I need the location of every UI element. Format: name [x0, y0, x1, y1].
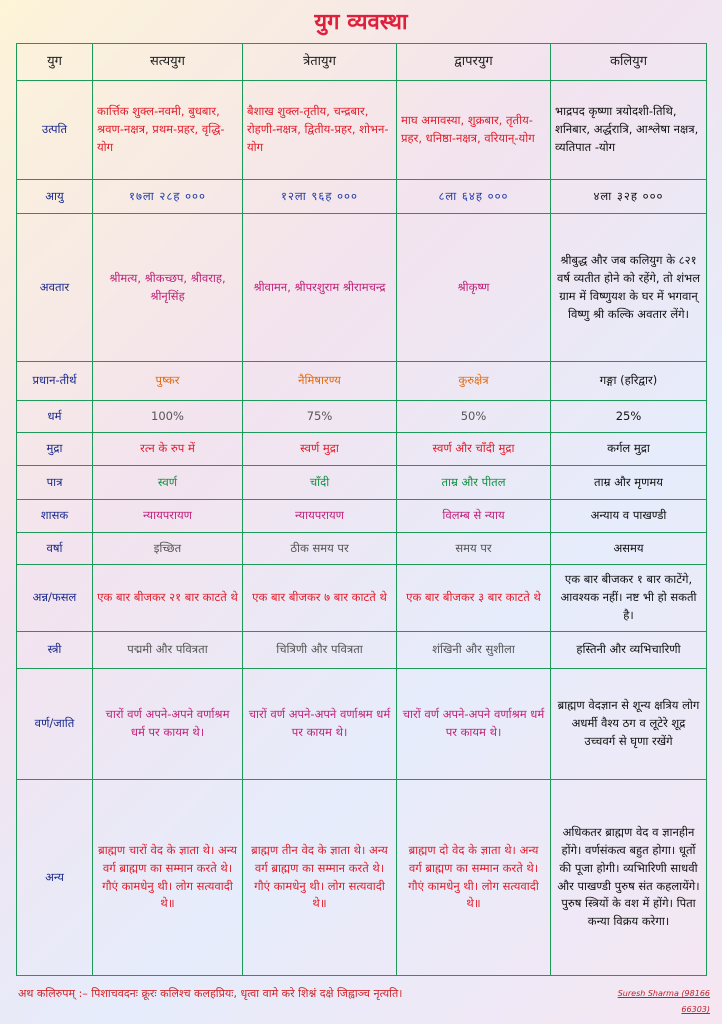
cell-dwapar-fasal: एक बार बीजकर ३ बार काटते थे: [397, 565, 551, 632]
table-row: [17, 532, 707, 564]
cell-treta-varsha: ठीक समय पर: [243, 532, 397, 564]
cell-satya-stri: पद्ममी और पवित्रता: [93, 632, 243, 669]
cell-treta-tirth: नैमिषारण्य: [243, 362, 397, 401]
row-label-dharma: धर्म: [17, 400, 93, 432]
row-label-varna: वर्ण/जाति: [17, 668, 93, 780]
cell-treta-anya: ब्राह्मण तीन वेद के ज्ञाता थे। अन्य वर्ग ब्राह्मण का सम्मान करते थे। गौएं कामधेनु थी। लोग सत्यवादी थे॥: [243, 780, 397, 976]
table-row: [17, 362, 707, 401]
cell-kali-varsha: असमय: [551, 532, 707, 564]
row-label-tirth: प्रधान-तीर्थ: [17, 362, 93, 401]
header-dwaparayuga: द्वापरयुग: [397, 44, 551, 81]
table-row: [17, 400, 707, 432]
header-tretayuga: त्रेतायुग: [243, 44, 397, 81]
cell-satya-dharma: 100%: [93, 400, 243, 432]
cell-kali-patra: ताम्र और मृणमय: [551, 465, 707, 499]
row-label-anya: अन्य: [17, 780, 93, 976]
row-label-varsha: वर्षा: [17, 532, 93, 564]
table-row: [17, 565, 707, 632]
cell-satya-fasal: एक बार बीजकर २१ बार काटते थे: [93, 565, 243, 632]
cell-dwapar-varsha: समय पर: [397, 532, 551, 564]
cell-dwapar-avatar: श्रीकृष्ण: [397, 214, 551, 362]
cell-kali-aayu: ४ला ३२ह ०००: [551, 179, 707, 213]
cell-dwapar-patra: ताम्र और पीतल: [397, 465, 551, 499]
cell-treta-varna: चारों वर्ण अपने-अपने वर्णाश्रम धर्म पर कायम थे।: [243, 668, 397, 780]
row-label-mudra: मुद्रा: [17, 433, 93, 465]
author-credit: Suresh Sharma (98166 66303): [617, 989, 710, 1014]
table-row: [17, 80, 707, 179]
cell-dwapar-aayu: ८ला ६४ह ०००: [397, 179, 551, 213]
cell-treta-dharma: 75%: [243, 400, 397, 432]
cell-satya-shasak: न्यायपरायण: [93, 500, 243, 532]
table-row: [17, 179, 707, 213]
table-row: [17, 500, 707, 532]
header-kaliyuga: कलियुग: [551, 44, 707, 81]
cell-treta-aayu: १२ला ९६ह ०००: [243, 179, 397, 213]
cell-kali-stri: हस्तिनी और व्यभिचारिणी: [551, 632, 707, 669]
cell-kali-shasak: अन्याय व पाखण्डी: [551, 500, 707, 532]
table-row: [17, 433, 707, 465]
cell-dwapar-tirth: कुरुक्षेत्र: [397, 362, 551, 401]
cell-satya-utpatti: कार्त्तिक शुक्ल-नवमी, बुधबार, श्रवण-नक्षत्र, प्रथम-प्रहर, वृद्धि-योग: [93, 80, 243, 179]
cell-treta-avatar: श्रीवामन, श्रीपरशुराम श्रीरामचन्द्र: [243, 214, 397, 362]
cell-kali-mudra: कर्गल मुद्रा: [551, 433, 707, 465]
cell-kali-utpatti: भाद्रपद कृष्णा त्रयोदशी-तिथि, शनिबार, अर्द्धरात्रि, आश्लेषा नक्षत्र, व्यतिपात -योग: [551, 80, 707, 179]
row-label-aayu: आयु: [17, 179, 93, 213]
cell-dwapar-stri: शंखिनी और सुशीला: [397, 632, 551, 669]
cell-dwapar-dharma: 50%: [397, 400, 551, 432]
cell-satya-mudra: रत्न के रुप में: [93, 433, 243, 465]
table-row: [17, 632, 707, 669]
yuga-table: [16, 43, 707, 976]
cell-satya-aayu: १७ला २८ह ०००: [93, 179, 243, 213]
cell-treta-utpatti: बैशाख शुक्ल-तृतीय, चन्द्रबार, रोहणी-नक्षत्र, द्वितीय-प्रहर, शोभन-योग: [243, 80, 397, 179]
row-label-avatar: अवतार: [17, 214, 93, 362]
cell-satya-anya: ब्राह्मण चारों वेद के ज्ञाता थे। अन्य वर्ग ब्राह्मण का सम्मान करते थे। गौएं कामधेनु थी। लोग सत्यवादी थे॥: [93, 780, 243, 976]
cell-dwapar-varna: चारों वर्ण अपने-अपने वर्णाश्रम धर्म पर कायम थे।: [397, 668, 551, 780]
footer-shloka: अथ कलिरुपम् :– पिशाचवदनः क्रूरः कलिश्च कलहप्रियः, धृत्वा वामे करे शिश्नं दक्षे जिह्वाञ्च नृत्यति।: [18, 987, 403, 1000]
cell-kali-tirth: गङ्गा (हरिद्वार): [551, 362, 707, 401]
cell-kali-anya: अधिकतर ब्राह्मण वेद व ज्ञानहीन होंगे। वर्णसंकत्व बहुत होगा। धूर्तो की पूजा होगी। व्यभिारिणी साधवी और पाखण्डी पुरुष संत कहलायेंगे। पुरुष स्त्रियों के वश में होंगे। पिता कन्या विक्रय करेगा।: [551, 780, 707, 976]
cell-dwapar-mudra: स्वर्ण और चाँदी मुद्रा: [397, 433, 551, 465]
table-row: [17, 668, 707, 780]
page-title: युग व्यवस्था: [314, 10, 408, 35]
row-label-shasak: शासक: [17, 500, 93, 532]
cell-satya-tirth: पुष्कर: [93, 362, 243, 401]
table-row: [17, 465, 707, 499]
cell-treta-shasak: न्यायपरायण: [243, 500, 397, 532]
cell-satya-varsha: इच्छित: [93, 532, 243, 564]
cell-kali-avatar: श्रीबुद्ध और जब कलियुग के ८२१ वर्ष व्यतीत होने को रहेंगे, तो शंभल ग्राम में विष्णुयश के घर में भगवान् विष्णु श्री कल्कि अवतार लेंगे।: [551, 214, 707, 362]
cell-kali-varna: ब्राह्मण वेदज्ञान से शून्य क्षत्रिय लोग अधर्मी वैश्य ठग व लूटेरे शूद्र उच्चवर्ग से घृणा रखेंगे: [551, 668, 707, 780]
row-label-stri: स्त्री: [17, 632, 93, 669]
cell-treta-stri: चित्रिणी और पवित्रता: [243, 632, 397, 669]
cell-dwapar-utpatti: माघ अमावस्या, शुक्रबार, तृतीय-प्रहर, धनिष्ठा-नक्षत्र, वरियान्-योग: [397, 80, 551, 179]
header-yuga: युग: [17, 44, 93, 81]
cell-treta-patra: चाँदी: [243, 465, 397, 499]
cell-satya-avatar: श्रीमत्य, श्रीकच्छप, श्रीवराह, श्रीनृसिंह: [93, 214, 243, 362]
cell-kali-dharma: 25%: [551, 400, 707, 432]
row-label-utpatti: उत्पति: [17, 80, 93, 179]
header-row: [17, 44, 707, 81]
cell-satya-patra: स्वर्ण: [93, 465, 243, 499]
cell-treta-fasal: एक बार बीजकर ७ बार काटते थे: [243, 565, 397, 632]
row-label-fasal: अन्न/फसल: [17, 565, 93, 632]
cell-satya-varna: चारों वर्ण अपने-अपने वर्णाश्रम धर्म पर कायम थे।: [93, 668, 243, 780]
table-row: [17, 780, 707, 976]
cell-dwapar-shasak: विलम्ब से न्याय: [397, 500, 551, 532]
cell-treta-mudra: स्वर्ण मुद्रा: [243, 433, 397, 465]
header-satyayuga: सत्ययुग: [93, 44, 243, 81]
row-label-patra: पात्र: [17, 465, 93, 499]
cell-kali-fasal: एक बार बीजकर १ बार काटेंगे, आवश्यक नहीं। नष्ट भी हो सकती है।: [551, 565, 707, 632]
cell-dwapar-anya: ब्राह्मण दो वेद के ज्ञाता थे। अन्य वर्ग ब्राह्मण का सम्मान करते थे। गौएं कामधेनु थी। लोग सत्यवादी थे॥: [397, 780, 551, 976]
table-row: [17, 214, 707, 362]
